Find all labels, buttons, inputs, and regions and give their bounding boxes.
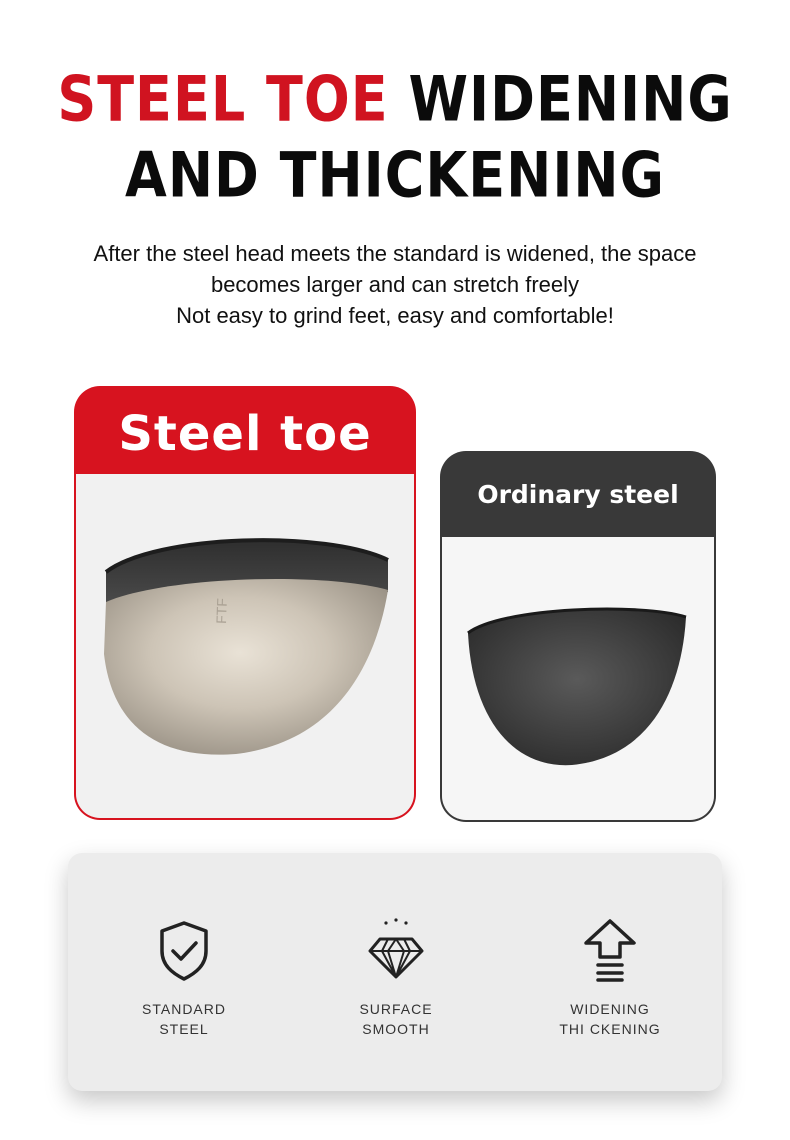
headline-rest: WIDENING (408, 63, 733, 136)
description-line-2: becomes larger and can stretch freely (210, 272, 580, 297)
feature-standard-steel (74, 853, 294, 1091)
ordinary-steel-head-image (442, 537, 714, 820)
steel-toe-cap-illustration (76, 474, 414, 818)
feature-label-line-1: WIDENING (570, 1001, 650, 1017)
feature-label (74, 999, 294, 1039)
diamond-icon (366, 917, 426, 983)
feature-label (500, 999, 720, 1039)
shield-check-icon (154, 917, 214, 983)
ordinary-steel-head-card (440, 451, 716, 822)
headline-line-2: AND THICKENING (125, 139, 665, 212)
ordinary-steel-head-title: Ordinary steel (477, 480, 679, 509)
svg-text:FTF: FTF (213, 597, 230, 625)
feature-label-line-2: STEEL (159, 1021, 209, 1037)
feature-surface-smooth (286, 853, 506, 1091)
description (0, 238, 790, 331)
features-panel (68, 853, 722, 1091)
headline-line-1 (0, 62, 790, 138)
feature-widening-thickening (500, 853, 720, 1091)
headline (0, 62, 790, 214)
feature-label-line-1: SURFACE (359, 1001, 433, 1017)
feature-label-line-2: SMOOTH (362, 1021, 430, 1037)
feature-label-line-1: STANDARD (142, 1001, 226, 1017)
up-arrow-icon (580, 917, 640, 983)
description-line-3: Not easy to grind feet, easy and comfortable! (176, 303, 614, 328)
steel-toe-card (74, 386, 416, 820)
steel-toe-image (76, 474, 414, 818)
description-line-1: After the steel head meets the standard is widened, the space (93, 241, 697, 266)
steel-toe-title: Steel toe (118, 406, 372, 462)
headline-highlight: STEEL TOE (57, 63, 389, 136)
feature-label-line-2: THI CKENING (559, 1021, 661, 1037)
feature-label (286, 999, 506, 1039)
ordinary-cap-illustration (442, 537, 714, 820)
